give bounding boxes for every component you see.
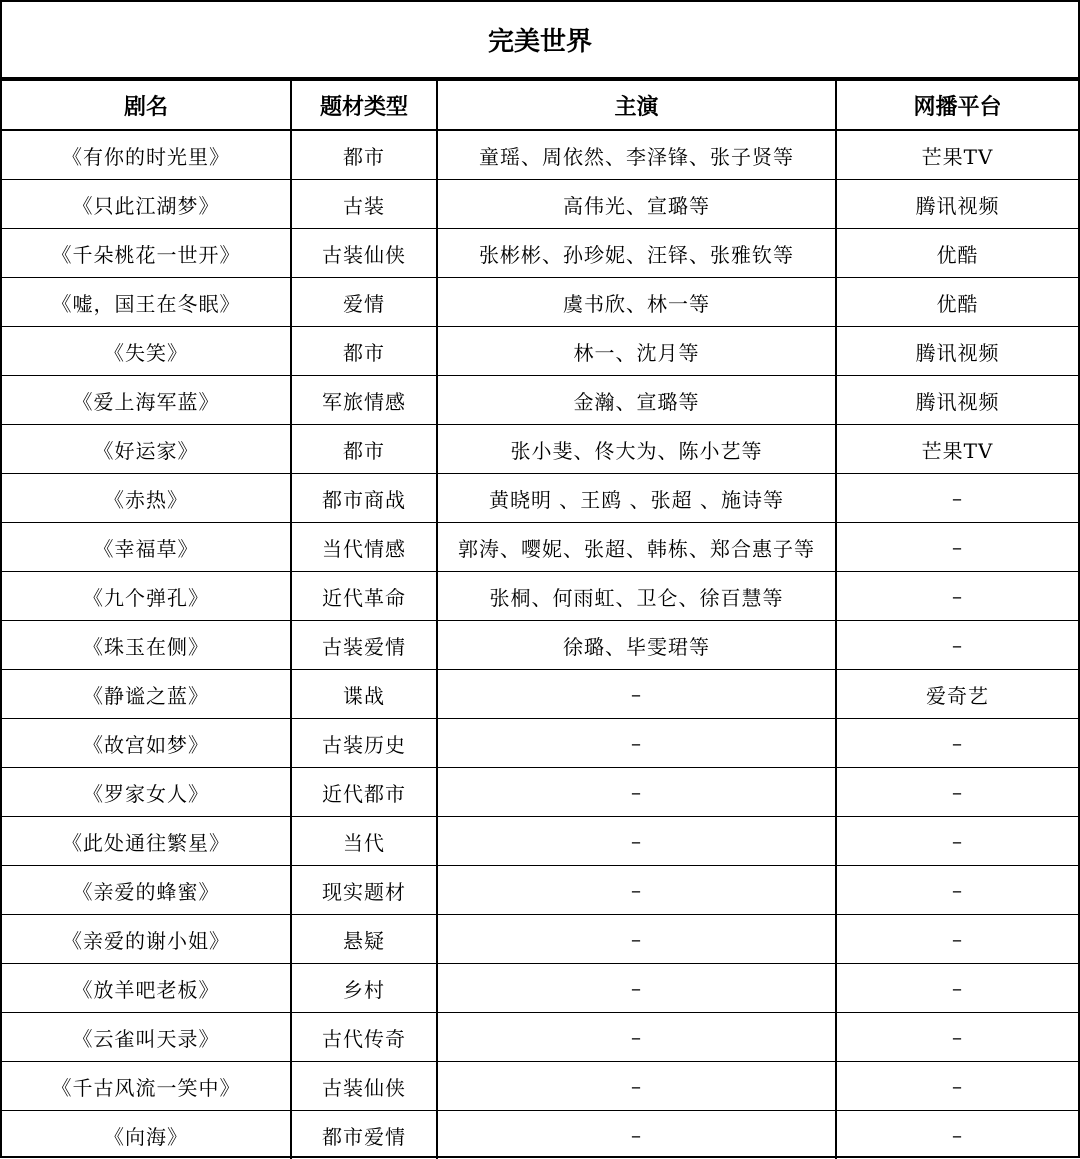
cell-genre: 古装仙侠 <box>291 229 437 278</box>
cell-title: 《故宫如梦》 <box>2 719 291 768</box>
cell-title: 《好运家》 <box>2 425 291 474</box>
cell-platform: – <box>836 474 1078 523</box>
cell-cast: 高伟光、宣璐等 <box>437 180 836 229</box>
cell-cast: – <box>437 964 836 1013</box>
cell-cast: 徐璐、毕雯珺等 <box>437 621 836 670</box>
cell-platform: 爱奇艺 <box>836 670 1078 719</box>
cell-genre: 都市 <box>291 425 437 474</box>
table-row <box>2 229 1078 278</box>
table-row <box>2 523 1078 572</box>
table-row <box>2 866 1078 915</box>
cell-cast: 林一、沈月等 <box>437 327 836 376</box>
table-row <box>2 572 1078 621</box>
cell-title: 《有你的时光里》 <box>2 130 291 180</box>
table-row <box>2 964 1078 1013</box>
table-row <box>2 278 1078 327</box>
table-row <box>2 130 1078 180</box>
cell-genre: 当代 <box>291 817 437 866</box>
table-body <box>2 130 1078 1159</box>
cell-platform: – <box>836 1062 1078 1111</box>
cell-genre: 古装历史 <box>291 719 437 768</box>
cell-cast: – <box>437 670 836 719</box>
cell-title: 《九个弹孔》 <box>2 572 291 621</box>
cell-cast: – <box>437 1013 836 1062</box>
cell-platform: 腾讯视频 <box>836 376 1078 425</box>
cell-platform: – <box>836 768 1078 817</box>
cell-genre: 当代情感 <box>291 523 437 572</box>
table-row <box>2 915 1078 964</box>
header-title: 剧名 <box>2 81 291 131</box>
cell-cast: 张小斐、佟大为、陈小艺等 <box>437 425 836 474</box>
table-row <box>2 621 1078 670</box>
cell-genre: 都市 <box>291 130 437 180</box>
cell-genre: 爱情 <box>291 278 437 327</box>
cell-title: 《嘘，国王在冬眠》 <box>2 278 291 327</box>
cell-genre: 悬疑 <box>291 915 437 964</box>
cell-title: 《向海》 <box>2 1111 291 1159</box>
cell-genre: 现实题材 <box>291 866 437 915</box>
cell-platform: 优酷 <box>836 229 1078 278</box>
cell-title: 《静谧之蓝》 <box>2 670 291 719</box>
cell-genre: 古装 <box>291 180 437 229</box>
cell-platform: – <box>836 866 1078 915</box>
cell-cast: – <box>437 1111 836 1159</box>
cell-cast: 张彬彬、孙珍妮、汪铎、张雅钦等 <box>437 229 836 278</box>
table-row <box>2 1013 1078 1062</box>
cell-platform: – <box>836 523 1078 572</box>
header-cast: 主演 <box>437 81 836 131</box>
drama-grid <box>2 80 1078 1159</box>
cell-title: 《云雀叫天录》 <box>2 1013 291 1062</box>
cell-cast: 虞书欣、林一等 <box>437 278 836 327</box>
table-title: 完美世界 <box>2 2 1078 80</box>
cell-title: 《千古风流一笑中》 <box>2 1062 291 1111</box>
table-row <box>2 425 1078 474</box>
cell-title: 《失笑》 <box>2 327 291 376</box>
cell-title: 《爱上海军蓝》 <box>2 376 291 425</box>
header-row <box>2 81 1078 131</box>
header-genre: 题材类型 <box>291 81 437 131</box>
cell-genre: 近代都市 <box>291 768 437 817</box>
cell-genre: 谍战 <box>291 670 437 719</box>
table-row <box>2 719 1078 768</box>
cell-cast: 金瀚、宣璐等 <box>437 376 836 425</box>
cell-genre: 古装仙侠 <box>291 1062 437 1111</box>
cell-genre: 乡村 <box>291 964 437 1013</box>
table-row <box>2 670 1078 719</box>
cell-genre: 都市 <box>291 327 437 376</box>
cell-cast: – <box>437 1062 836 1111</box>
cell-title: 《珠玉在侧》 <box>2 621 291 670</box>
cell-title: 《千朵桃花一世开》 <box>2 229 291 278</box>
cell-title: 《放羊吧老板》 <box>2 964 291 1013</box>
cell-genre: 近代革命 <box>291 572 437 621</box>
cell-cast: 张桐、何雨虹、卫仑、徐百慧等 <box>437 572 836 621</box>
cell-title: 《赤热》 <box>2 474 291 523</box>
cell-cast: – <box>437 719 836 768</box>
cell-platform: 芒果TV <box>836 130 1078 180</box>
cell-platform: 芒果TV <box>836 425 1078 474</box>
cell-cast: – <box>437 768 836 817</box>
cell-title: 《亲爱的谢小姐》 <box>2 915 291 964</box>
table-row <box>2 474 1078 523</box>
table-row <box>2 1062 1078 1111</box>
table-row <box>2 1111 1078 1159</box>
cell-platform: – <box>836 719 1078 768</box>
cell-title: 《只此江湖梦》 <box>2 180 291 229</box>
cell-title: 《罗家女人》 <box>2 768 291 817</box>
table-row <box>2 768 1078 817</box>
cell-genre: 都市爱情 <box>291 1111 437 1159</box>
cell-title: 《亲爱的蜂蜜》 <box>2 866 291 915</box>
cell-cast: 郭涛、嘤妮、张超、韩栋、郑合惠子等 <box>437 523 836 572</box>
table-row <box>2 180 1078 229</box>
cell-platform: – <box>836 1111 1078 1159</box>
cell-platform: – <box>836 817 1078 866</box>
cell-platform: 腾讯视频 <box>836 327 1078 376</box>
cell-platform: – <box>836 915 1078 964</box>
cell-platform: – <box>836 1013 1078 1062</box>
cell-title: 《此处通往繁星》 <box>2 817 291 866</box>
cell-platform: – <box>836 964 1078 1013</box>
cell-platform: 腾讯视频 <box>836 180 1078 229</box>
cell-cast: 黄晓明 、王鸥 、张超 、施诗等 <box>437 474 836 523</box>
table-row <box>2 327 1078 376</box>
cell-cast: 童瑶、周依然、李泽锋、张子贤等 <box>437 130 836 180</box>
cell-genre: 都市商战 <box>291 474 437 523</box>
cell-genre: 军旅情感 <box>291 376 437 425</box>
cell-cast: – <box>437 817 836 866</box>
cell-genre: 古装爱情 <box>291 621 437 670</box>
cell-cast: – <box>437 915 836 964</box>
table-row <box>2 817 1078 866</box>
cell-platform: 优酷 <box>836 278 1078 327</box>
header-platform: 网播平台 <box>836 81 1078 131</box>
cell-title: 《幸福草》 <box>2 523 291 572</box>
cell-platform: – <box>836 572 1078 621</box>
cell-cast: – <box>437 866 836 915</box>
cell-platform: – <box>836 621 1078 670</box>
cell-genre: 古代传奇 <box>291 1013 437 1062</box>
table-row <box>2 376 1078 425</box>
